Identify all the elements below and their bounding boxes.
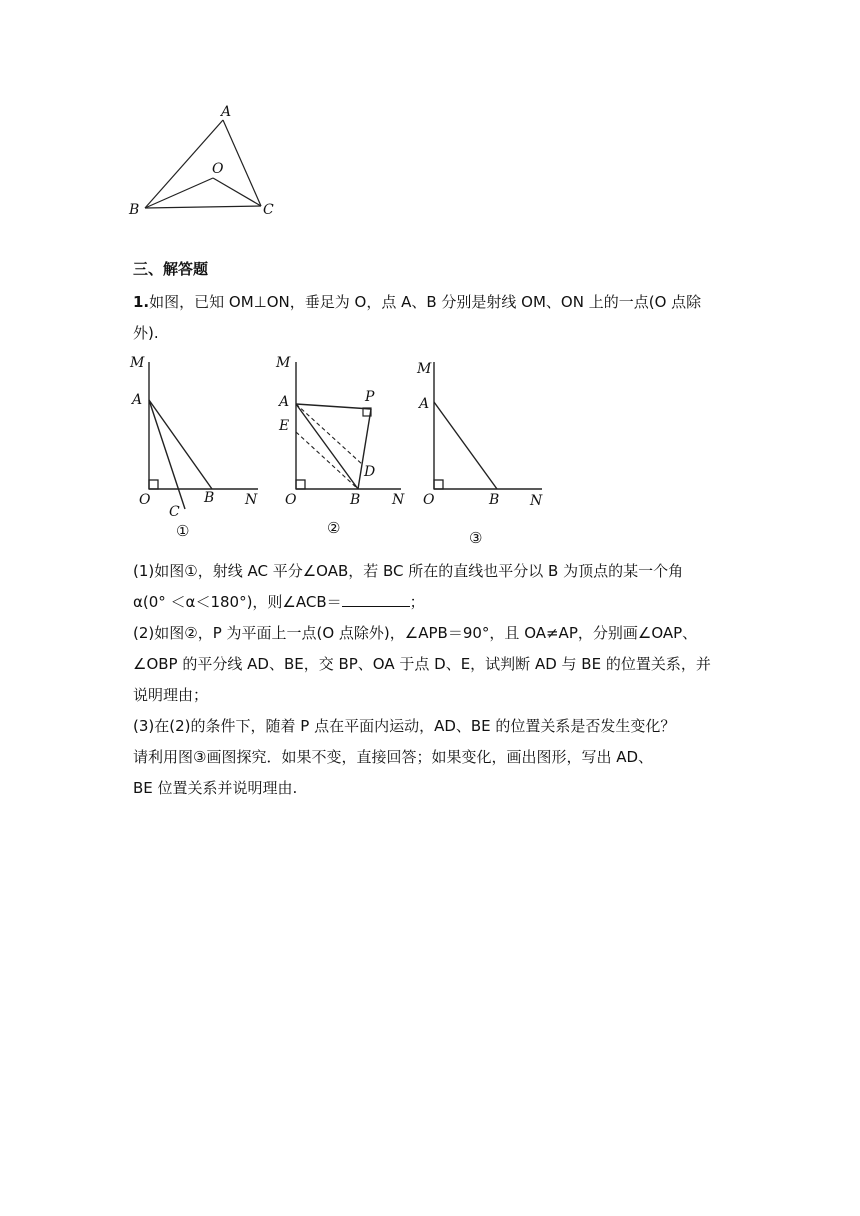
question-parts [133, 556, 733, 804]
segment-bc [145, 206, 261, 208]
bisector-ad [296, 404, 363, 465]
part-1-line2-end: ； [409, 593, 425, 611]
answer-blank[interactable] [342, 592, 410, 607]
figure-2 [270, 350, 415, 550]
right-angle-mark [149, 480, 158, 489]
label-b: B [204, 490, 215, 506]
label-d: D [364, 464, 376, 480]
part-3-line1: (3)在(2)的条件下，随着 P 点在平面内运动，AD、BE 的位置关系是否发生变化？ [133, 717, 676, 735]
part-1-line2 [133, 587, 733, 618]
segment-ac [223, 120, 261, 206]
part-1-line2-text: α(0° ＜α＜180°)，则∠ACB＝ [133, 593, 342, 611]
figure-1-caption: ① [176, 522, 190, 540]
ray-ac [149, 400, 185, 509]
label-n: N [245, 492, 258, 508]
part-2-line3: 说明理由； [133, 686, 209, 704]
segment-ab [149, 400, 212, 489]
figure-3 [410, 350, 555, 550]
label-n: N [392, 492, 405, 508]
segment-co [213, 178, 261, 206]
question-number: 1. [133, 293, 150, 311]
label-a: A [419, 396, 430, 412]
right-angle-mark [434, 480, 443, 489]
segment-ab [296, 404, 358, 489]
label-p: P [365, 389, 375, 405]
segment-ap [296, 404, 371, 409]
question-stem-line1: 如图，已知 OM⊥ON，垂足为 O，点 A、B 分别是射线 OM、ON 上的一点(O 点除 [149, 293, 702, 311]
label-n: N [530, 493, 543, 509]
question-stem-line2: 外). [133, 324, 159, 342]
label-b: B [350, 492, 361, 508]
figure-3-caption: ③ [469, 529, 483, 547]
part-1-line1: (1)如图①，射线 AC 平分∠OAB，若 BC 所在的直线也平分以 B 为顶点的某一个角 [133, 562, 684, 580]
label-b: B [489, 492, 500, 508]
label-a: A [221, 104, 232, 120]
label-a: A [279, 394, 290, 410]
segment-ab [434, 402, 497, 489]
part-3-line2: 请利用图③画图探究．如果不变，直接回答；如果变化，画出图形，写出 AD、 [133, 748, 654, 766]
part-2-line1: (2)如图②，P 为平面上一点(O 点除外)，∠APB＝90°，且 OA≠AP，分别画∠OAP、 [133, 624, 698, 642]
label-o: O [423, 492, 435, 508]
label-m: M [276, 355, 291, 371]
label-b: B [129, 202, 140, 218]
label-o: O [285, 492, 297, 508]
label-c: C [169, 504, 180, 520]
figure-2-caption: ② [327, 519, 341, 537]
triangle-figure [120, 95, 290, 225]
part-2-line2: ∠OBP 的平分线 AD、BE，交 BP、OA 于点 D、E，试判断 AD 与 BE 的位置关系，并 [133, 655, 711, 673]
label-c: C [263, 202, 274, 218]
section-heading: 三、解答题 [133, 260, 209, 278]
label-o: O [212, 161, 224, 177]
segment-bo [145, 178, 213, 208]
label-a: A [132, 392, 143, 408]
figure-1 [125, 350, 270, 550]
label-o: O [139, 492, 151, 508]
question-stem [133, 287, 733, 349]
label-m: M [130, 355, 145, 371]
right-angle-mark-o [296, 480, 305, 489]
label-m: M [417, 361, 432, 377]
part-3-line3: BE 位置关系并说明理由. [133, 779, 298, 797]
label-e: E [279, 418, 290, 434]
